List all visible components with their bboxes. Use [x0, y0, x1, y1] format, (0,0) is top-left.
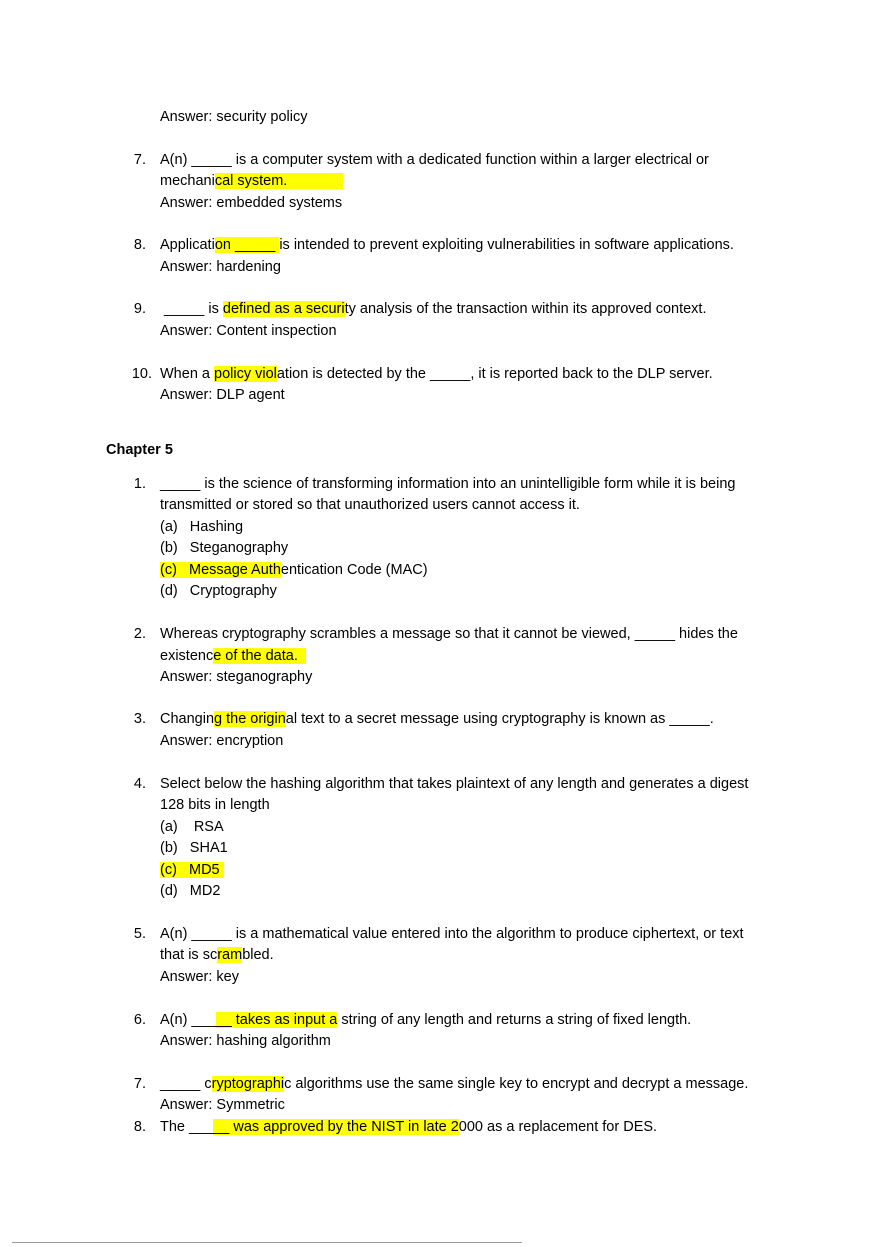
question-text: A(n) _____ is a mathematical value entered into the algorithm to produce ciphertext, or text: [160, 926, 744, 942]
question-text: [160, 709, 714, 729]
text-run: is intended to prevent exploiting vulnerabilities in software applications.: [279, 237, 734, 253]
question-text: [160, 646, 306, 666]
text-run: al text to a secret message using cryptography is known as _____.: [285, 711, 714, 727]
answer-line: Answer: security policy: [160, 109, 308, 125]
answer-line: Answer: key: [160, 969, 239, 985]
question-text: Select below the hashing algorithm that takes plaintext of any length and generates a digest: [160, 776, 749, 792]
text-run: bled.: [242, 947, 274, 963]
text-run: existenc: [160, 648, 214, 664]
question-text: [160, 235, 734, 255]
question-text: A(n) _____ is a computer system with a dedicated function within a larger electrical or: [160, 152, 709, 168]
question-number: 3.: [133, 711, 146, 727]
answer-line: Answer: steganography: [160, 669, 313, 685]
option-item: (a) Hashing: [160, 519, 244, 535]
question-text: [160, 299, 707, 319]
question-text: [160, 945, 274, 965]
text-run: The ___: [160, 1119, 214, 1135]
option-item: (a) RSA: [160, 819, 224, 835]
text-run: ation is detected by the _____, it is reported back to the DLP server.: [276, 366, 713, 382]
text-run: string of any length and returns a string of fixed length.: [337, 1012, 692, 1028]
question-number: 10.: [131, 366, 152, 382]
question-text: [160, 364, 713, 384]
highlight: defined as a securi: [222, 301, 345, 317]
highlight: __ was approved by the NIST in late 2: [213, 1119, 459, 1135]
question-number: 8.: [133, 1119, 146, 1135]
question-text: [160, 1010, 691, 1030]
footer-divider: [12, 1242, 522, 1243]
answer-line: Answer: Content inspection: [160, 323, 337, 339]
answer-line: Answer: embedded systems: [160, 195, 343, 211]
question-text: [160, 1117, 657, 1137]
text-run: A(n) ___: [160, 1012, 216, 1028]
option-item: [160, 560, 428, 580]
text-run: When a: [160, 366, 214, 382]
question-text: [160, 1074, 748, 1094]
question-text: Whereas cryptography scrambles a message so that it cannot be viewed, _____ hides the: [160, 626, 738, 642]
question-number: 9.: [133, 301, 146, 317]
option-item: (d) Cryptography: [160, 583, 277, 599]
text-run: c algorithms use the same single key to encrypt and decrypt a message.: [284, 1076, 749, 1092]
text-run: mechani: [160, 173, 215, 189]
option-item: (b) Steganography: [160, 540, 289, 556]
highlight: __ takes as input a: [215, 1012, 338, 1028]
question-number: 8.: [133, 237, 146, 253]
text-run: that is sc: [160, 947, 218, 963]
text-run: Applicati: [160, 237, 215, 253]
question-number: 7.: [133, 1076, 146, 1092]
answer-line: Answer: hashing algorithm: [160, 1033, 331, 1049]
text-run: Changin: [160, 711, 215, 727]
highlight: (c) Message Auth: [160, 562, 281, 578]
chapter-heading: Chapter 5: [106, 442, 173, 458]
highlight: ryptographi: [211, 1076, 285, 1092]
question-number: 2.: [133, 626, 146, 642]
highlight: (c) MD5: [160, 862, 224, 878]
question-text: [160, 171, 343, 191]
text-run: ty analysis of the transaction within its approved context.: [344, 301, 707, 317]
answer-line: Answer: Symmetric: [160, 1097, 285, 1113]
highlight: cal system.: [215, 173, 344, 189]
question-number: 6.: [133, 1012, 146, 1028]
highlight: policy viol: [214, 366, 277, 382]
highlight: e of the data.: [213, 648, 306, 664]
option-item: (b) SHA1: [160, 840, 228, 856]
answer-line: Answer: hardening: [160, 259, 281, 275]
option-item: (d) MD2: [160, 883, 221, 899]
highlight: ram: [217, 947, 243, 963]
question-number: 5.: [133, 926, 146, 942]
text-run: 000 as a replacement for DES.: [458, 1119, 658, 1135]
text-run: _____ is: [160, 301, 223, 317]
question-number: 7.: [133, 152, 146, 168]
question-text: 128 bits in length: [160, 797, 270, 813]
question-text: _____ is the science of transforming information into an unintelligible form while it is being: [160, 476, 736, 492]
question-number: 1.: [133, 476, 146, 492]
highlight: g the origin: [214, 711, 286, 727]
option-item: [160, 860, 224, 880]
answer-line: Answer: encryption: [160, 733, 284, 749]
answer-line: Answer: DLP agent: [160, 387, 285, 403]
text-run: _____ c: [160, 1076, 212, 1092]
question-number: 4.: [133, 776, 146, 792]
question-text: transmitted or stored so that unauthorized users cannot access it.: [160, 497, 580, 513]
highlight: on _____: [214, 237, 280, 253]
text-run: entication Code (MAC): [280, 562, 428, 578]
